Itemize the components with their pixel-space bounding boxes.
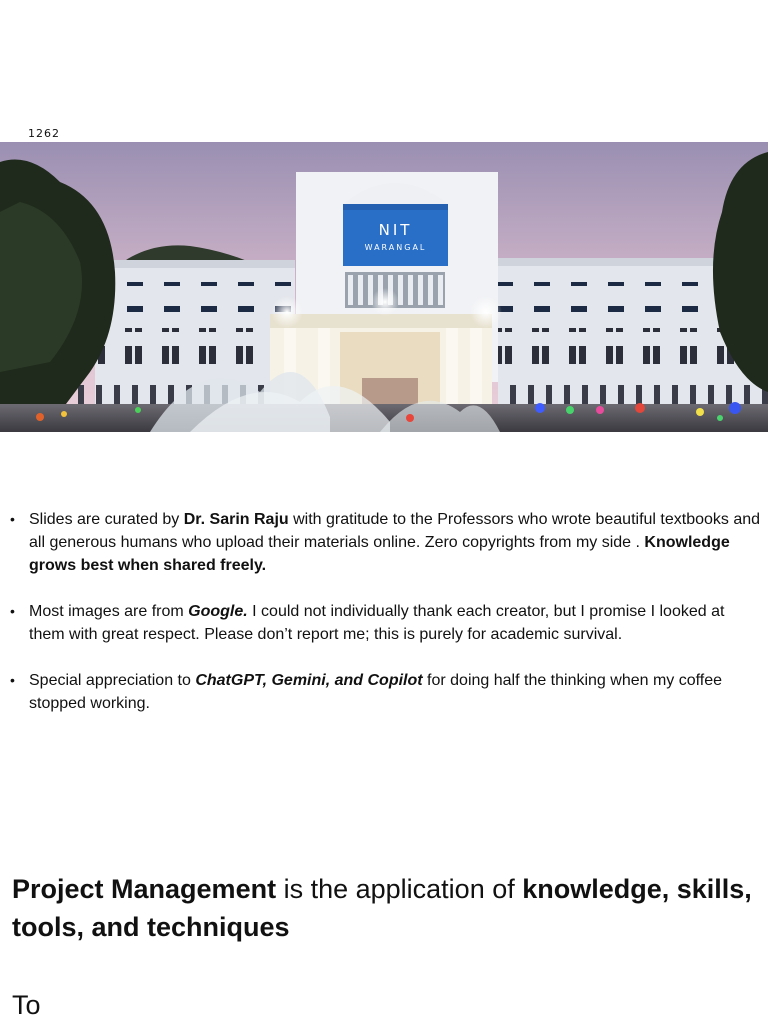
definition-heading: Project Management is the application of knowledge, skills, tools, and techniques	[12, 874, 752, 942]
list-item: • Special appreciation to ChatGPT, Gemini, and Copilot for doing half the thinking when my coffee stopped working.	[0, 669, 768, 715]
nit-sign-text: NIT	[378, 221, 413, 239]
nit-warangal-building-image	[0, 142, 768, 432]
acknowledgement-list	[0, 508, 768, 738]
page-number: 1262	[28, 127, 60, 140]
warangal-sign-text: WARANGAL	[364, 243, 427, 252]
list-item: • Most images are from Google. I could not individually thank each creator, but I promise I looked at them with great respect. Please don’t report me; this is purely for academic survival.	[0, 600, 768, 646]
list-item: • Slides are curated by Dr. Sarin Raju with gratitude to the Professors who wrote beautiful textbooks and all generous humans who upload their materials online. Zero copyrights from my side . Knowledge grows best when shared freely.	[0, 508, 768, 577]
campus-photo	[0, 142, 768, 432]
to-line: To	[12, 990, 41, 1020]
